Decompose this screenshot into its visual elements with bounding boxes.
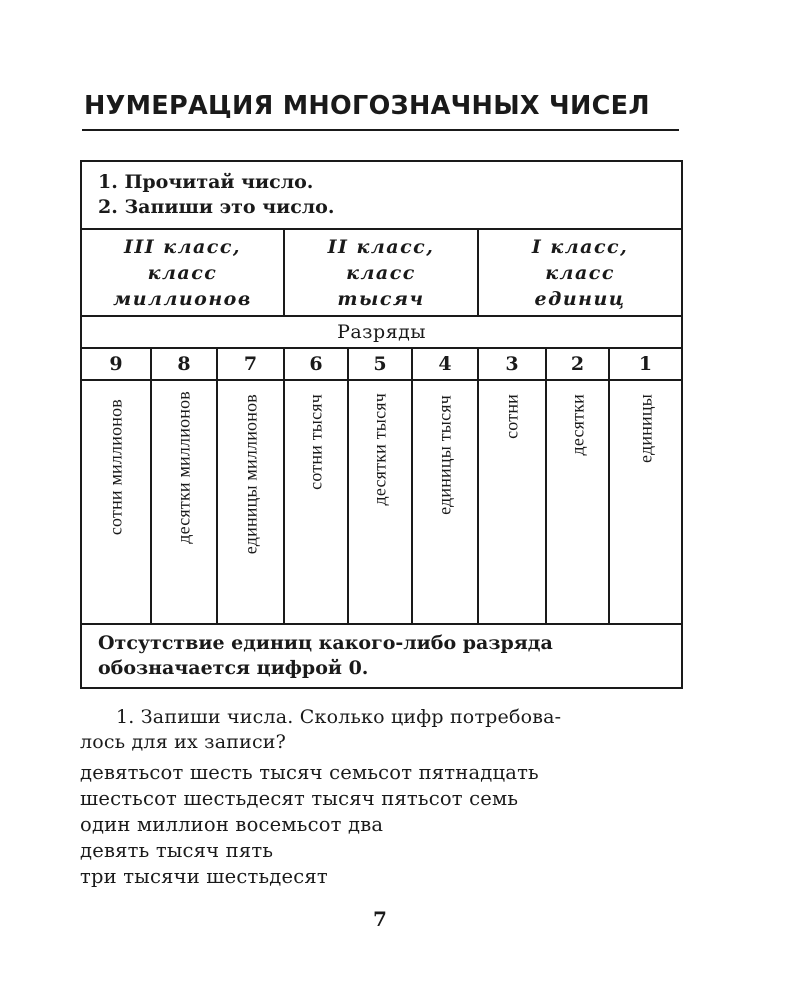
rule-note-line: обозначается цифрой 0. — [98, 656, 369, 679]
class-line: тысяч — [337, 287, 425, 310]
rank-name-cell — [348, 380, 412, 623]
digit-cell: 3 — [478, 348, 546, 380]
rank-name: десятки тысяч — [369, 393, 390, 506]
class-units — [478, 229, 682, 315]
instruction-line: 2. Запиши это число. — [98, 196, 335, 219]
numeration-table — [80, 160, 683, 689]
digit-cell: 8 — [151, 348, 217, 380]
class-line: II класс, — [327, 235, 435, 258]
class-thousands — [284, 229, 478, 315]
class-line: III класс, — [123, 235, 242, 258]
digit-cell: 2 — [546, 348, 609, 380]
class-line: класс — [545, 261, 615, 284]
number-words-item: три тысячи шестьдесят — [80, 865, 328, 888]
digit-cell: 1 — [609, 348, 682, 380]
digit-cell: 9 — [81, 348, 151, 380]
number-words-item: девять тысяч пять — [80, 839, 274, 862]
rule-note-cell — [81, 624, 682, 688]
page-number: 7 — [373, 907, 387, 931]
rank-name-cell — [478, 380, 546, 623]
instruction-line: 1. Прочитай число. — [98, 171, 314, 194]
exercise-line: лось для их записи? — [80, 731, 287, 753]
class-line: единиц — [534, 287, 626, 310]
class-line: класс — [147, 261, 218, 284]
rule-note-line: Отсутствие единиц какого-либо разряда — [98, 631, 553, 654]
class-line: I класс, — [531, 235, 629, 258]
number-words-item: шестьсот шестьдесят тысяч пятьсот семь — [80, 787, 519, 810]
rank-name: сотни тысяч — [305, 394, 326, 491]
page-title: НУМЕРАЦИЯ МНОГОЗНАЧНЫХ ЧИСЕЛ — [84, 91, 650, 121]
rank-name-cell — [217, 380, 284, 623]
number-words-list — [80, 760, 690, 890]
rank-name: десятки — [567, 394, 587, 456]
digit-cell: 4 — [412, 348, 478, 380]
rank-name-cell — [284, 380, 348, 623]
rank-name-cell — [412, 380, 478, 623]
rank-name: сотни миллионов — [105, 399, 126, 536]
digit-cell: 7 — [217, 348, 284, 380]
rank-name-cell — [609, 380, 682, 623]
digit-cell: 5 — [348, 348, 412, 380]
class-millions — [81, 229, 284, 315]
rank-name: единицы — [635, 394, 656, 464]
class-line: класс — [346, 261, 416, 284]
rank-name-cell — [151, 380, 217, 623]
rank-name: единицы миллионов — [240, 394, 260, 555]
rank-name-cell — [81, 380, 151, 623]
rank-name: десятки миллионов — [173, 391, 194, 544]
rank-name-cell — [546, 380, 609, 623]
rank-name: сотни — [501, 394, 522, 440]
title-underline — [82, 129, 679, 131]
digit-cell: 6 — [284, 348, 348, 380]
ranks-header: Разряды — [81, 316, 682, 348]
rank-name: единицы тысяч — [434, 395, 455, 516]
exercise-prompt — [80, 705, 685, 755]
class-line: миллионов — [113, 287, 252, 310]
number-words-item: один миллион восемьсот два — [80, 813, 384, 836]
instructions-cell — [81, 161, 682, 229]
exercise-line: 1. Запиши числа. Сколько цифр потребова- — [116, 706, 562, 728]
number-words-item: девятьсот шесть тысяч семьсот пятнадцать — [80, 761, 539, 784]
